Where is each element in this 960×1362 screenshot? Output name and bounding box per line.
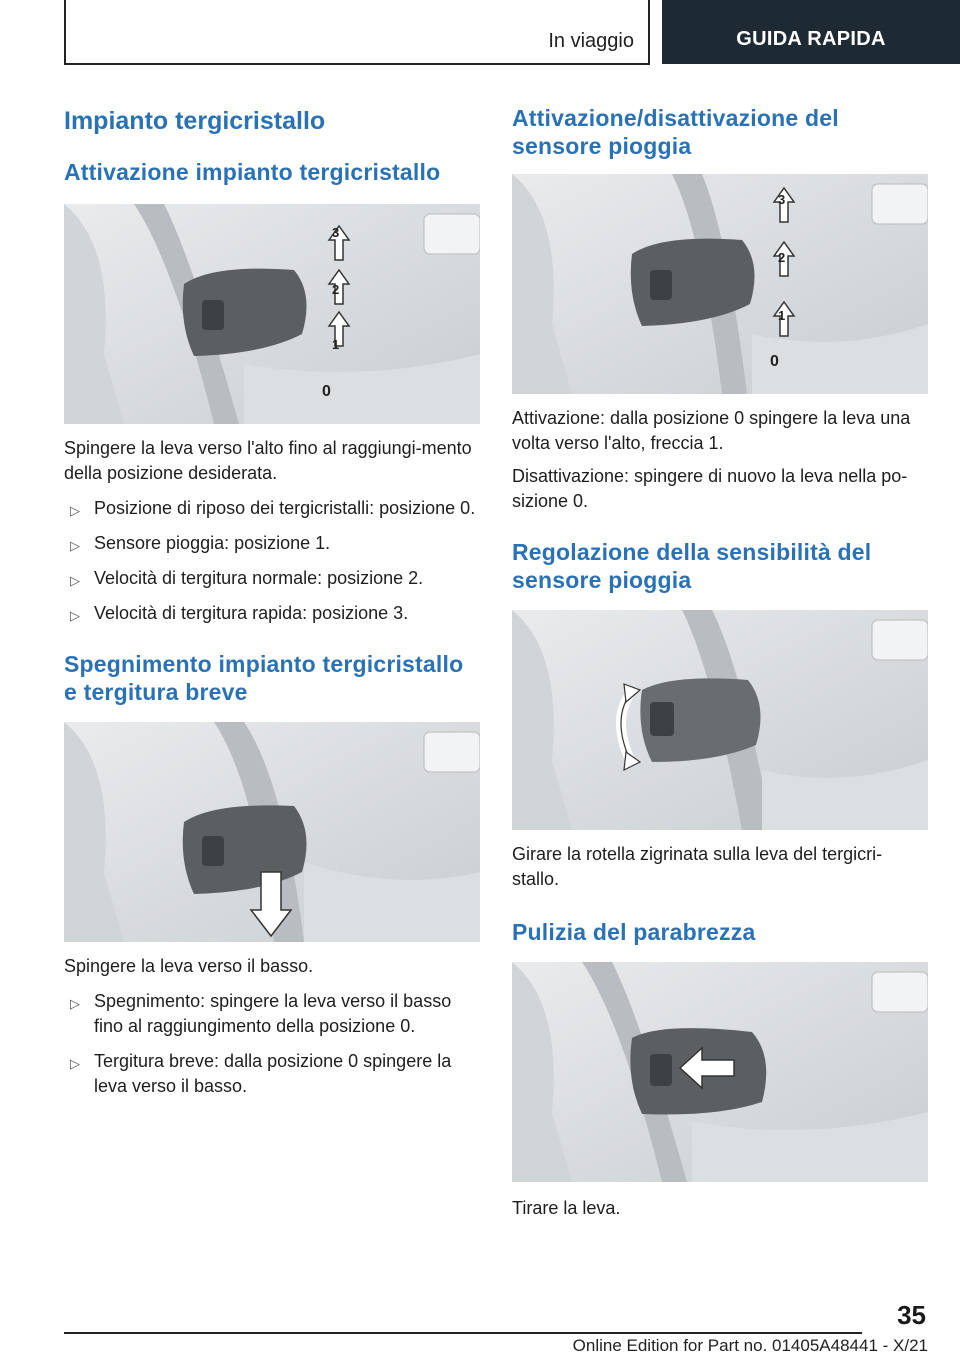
list-item: ▷ Tergitura breve: dalla posizione 0 spingere la leva verso il basso. (70, 1051, 452, 1096)
figure-label-1: 1 (332, 337, 340, 352)
footer-edition-text: Online Edition for Part no. 01405A48441 - X/21 (572, 1336, 928, 1355)
paragraph-rain-sensor-on: Attivazione: dalla posizione 0 spingere la leva una volta verso l'alto, freccia 1. (512, 408, 911, 453)
section-title-switch-off: Spegnimento impianto tergicristallo e tergitura breve (64, 651, 464, 705)
figure-label-2: 2 (778, 250, 786, 265)
paragraph-rain-sensor-off: Disattivazione: spingere di nuovo la leva nella po-sizione 0. (512, 466, 908, 511)
figure-pull-lever (512, 962, 928, 1182)
figure-label-3: 3 (778, 192, 786, 207)
bullet-icon: ▷ (70, 503, 80, 518)
header-rule-left (64, 0, 66, 64)
list-activation (64, 496, 480, 626)
list-item: ▷ Sensore pioggia: posizione 1. (64, 531, 480, 556)
header-rule-right (648, 0, 650, 64)
header-rule-bottom (64, 63, 650, 65)
page-title: Impianto tergicristallo (64, 107, 326, 135)
list-item: ▷ Velocità di tergitura normale: posizione 2. (64, 566, 480, 591)
figure-label-0: 0 (770, 353, 779, 370)
bullet-icon: ▷ (70, 608, 80, 623)
list-item: ▷ Velocità di tergitura rapida: posizione 3. (64, 601, 480, 626)
bullet-icon: ▷ (70, 573, 80, 588)
bullet-icon: ▷ (70, 1056, 80, 1071)
paragraph-activation: Spingere la leva verso l'alto fino al raggiungi-mento della posizione desiderata. (64, 438, 472, 483)
section-title-windscreen-cleaning: Pulizia del parabrezza (512, 919, 756, 945)
section-title-sensitivity: Regolazione della sensibilità del sensore pioggia (512, 539, 872, 593)
section-title-rain-sensor: Attivazione/disattivazione del sensore pioggia (512, 105, 839, 159)
figure-label-0: 0 (322, 383, 331, 400)
bullet-icon: ▷ (70, 996, 80, 1011)
figure-wiper-lever-down (64, 722, 480, 942)
section-title-activation: Attivazione impianto tergicristallo (64, 159, 441, 185)
page-number: 35 (897, 1300, 926, 1330)
list-switch-off (64, 989, 480, 1099)
paragraph-switch-off: Spingere la leva verso il basso. (64, 956, 314, 976)
figure-label-3: 3 (332, 225, 340, 240)
list-item: ▷ Posizione di riposo dei tergicristalli: posizione 0. (64, 496, 480, 521)
paragraph-sensitivity: Girare la rotella zigrinata sulla leva del tergicri-stallo. (512, 844, 883, 889)
right-column (512, 96, 928, 1221)
header-chapter-badge: GUIDA RAPIDA (662, 0, 960, 64)
figure-label-1: 1 (778, 308, 786, 323)
bullet-icon: ▷ (70, 538, 80, 553)
header-section-title: In viaggio (548, 30, 634, 52)
figure-wiper-lever-positions (64, 204, 480, 424)
paragraph-pull-lever: Tirare la leva. (512, 1198, 621, 1218)
list-item: ▷ Spegnimento: spingere la leva verso il basso fino al raggiungimento della posizione 0. (70, 991, 452, 1036)
figure-label-2: 2 (332, 282, 340, 297)
footer-rule (64, 1332, 862, 1334)
left-column (64, 96, 480, 1099)
figure-rain-sensor-lever (512, 174, 928, 394)
figure-knurled-wheel (512, 610, 928, 830)
